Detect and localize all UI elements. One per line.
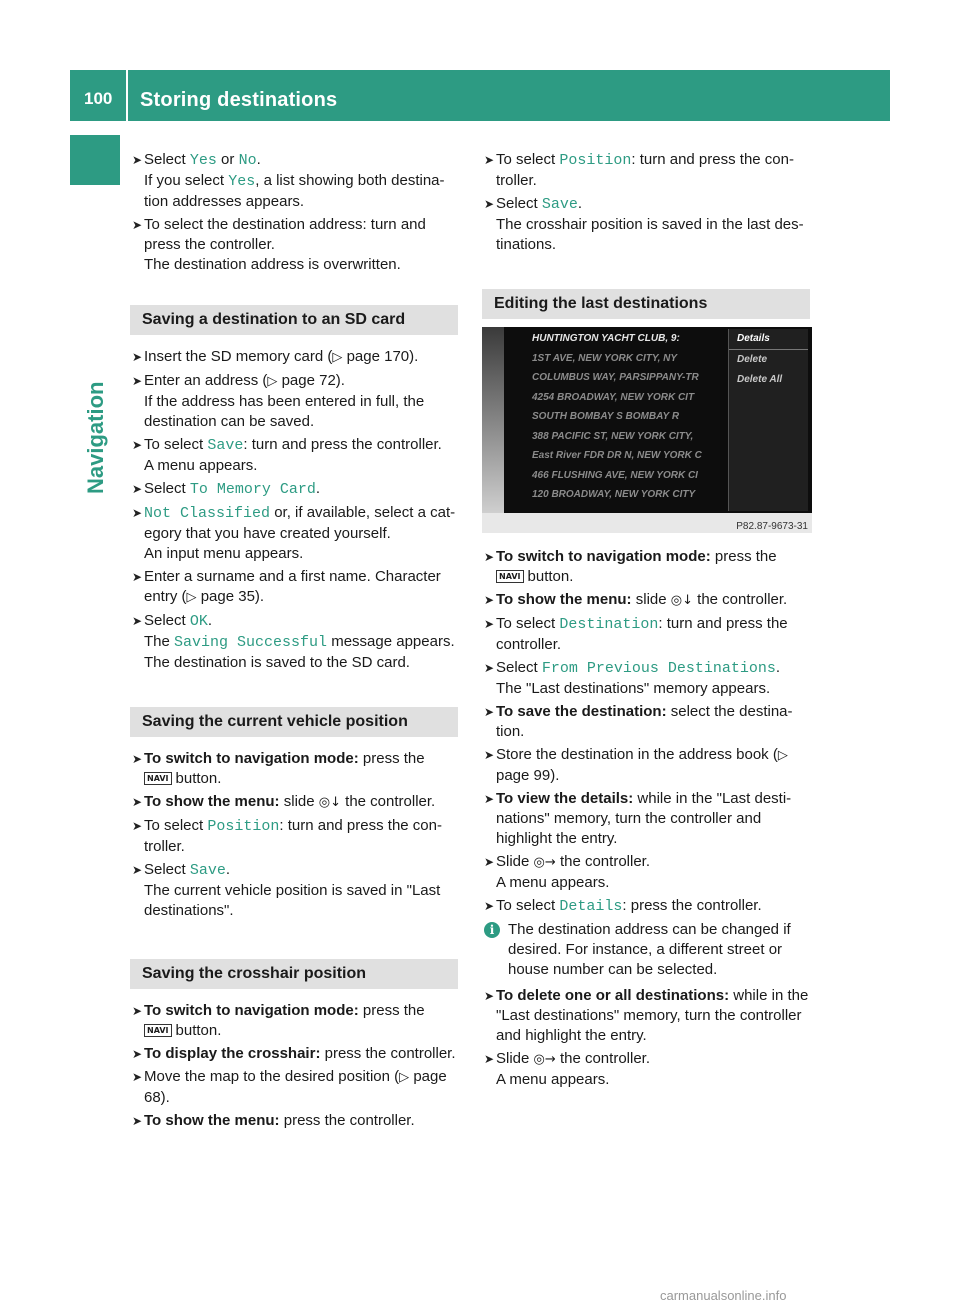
list-item: ➤ Enter a surname and a first name. Character entry (▷ page 35). — [132, 568, 441, 605]
info-note: i The destination address can be changed if desired. For instance, a different street or house number can be selected. — [484, 920, 812, 980]
list-item: ➤ To delete one or all destinations: while in the "Last destinations" memory, turn the controller and highlight the entry. — [484, 987, 809, 1044]
display-text: Saving Successful — [174, 634, 328, 651]
list-item: ➤ Slide ◎→ the controller. A menu appears. — [484, 1050, 650, 1088]
section-heading: Saving the current vehicle position — [130, 707, 458, 737]
info-icon: i — [484, 922, 500, 938]
step-arrow-icon: ➤ — [132, 1004, 143, 1018]
list-item: ➤ To select Save: turn and press the controller. A menu appears. — [132, 436, 442, 474]
section-tab — [70, 135, 120, 185]
controller-slide-down-icon: ◎↓ — [318, 795, 341, 810]
step-arrow-icon: ➤ — [484, 197, 495, 211]
list-item: ➤ Store the destination in the address book (▷ page 99). — [484, 746, 788, 784]
controller-slide-right-icon: ◎→ — [533, 855, 556, 870]
list-item: ➤ To switch to navigation mode: press the NAVI button. — [132, 750, 425, 787]
list-item: ➤ To show the menu: press the controller. — [132, 1112, 415, 1129]
controller-slide-right-icon: ◎→ — [533, 1052, 556, 1067]
list-item: East River FDR DR N, NEW YORK C — [532, 450, 702, 461]
list-item: HUNTINGTON YACHT CLUB, 9: — [532, 333, 680, 344]
list-item: ➤ Slide ◎→ the controller. A menu appears. — [484, 853, 650, 891]
step-arrow-icon: ➤ — [484, 855, 495, 869]
menu-item-delete: Delete — [737, 354, 768, 365]
menu-item-delete-all: Delete All — [737, 374, 783, 385]
list-item: ➤ To select Destination: turn and press the controller. — [484, 615, 788, 653]
list-item: ➤ To switch to navigation mode: press the NAVI button. — [484, 548, 777, 585]
step-arrow-icon: ➤ — [484, 661, 495, 675]
step-arrow-icon: ➤ — [132, 482, 143, 496]
step-arrow-icon: ➤ — [132, 795, 143, 809]
list-item: ➤ Select Save. The current vehicle position is saved in "Last destinations". — [132, 861, 441, 919]
section-label: Navigation — [83, 381, 108, 494]
page-ref-icon: ▷ — [186, 590, 197, 605]
page-title: Storing destinations — [140, 89, 338, 111]
step-arrow-icon: ➤ — [484, 989, 495, 1003]
step-arrow-icon: ➤ — [484, 748, 495, 762]
step-arrow-icon: ➤ — [132, 1114, 143, 1128]
step-arrow-icon: ➤ — [132, 1070, 143, 1084]
step-arrow-icon: ➤ — [484, 593, 495, 607]
step-arrow-icon: ➤ — [132, 863, 143, 877]
display-text: Yes — [189, 152, 217, 169]
list-item: 4254 BROADWAY, NEW YORK CIT — [532, 391, 695, 403]
list-item: ➤ Select From Previous Destinations. The "Last destinations" memory appears. — [484, 659, 781, 697]
list-item: ➤ Move the map to the desired position (▷ page 68). — [132, 1068, 447, 1106]
step-select-yes-no: ➤ Select Yes or No. If you select Yes, a list showing both destination addresses appears. — [132, 151, 445, 210]
step-arrow-icon: ➤ — [484, 705, 495, 719]
step-select-address: ➤ To select the destination address: turn and press the controller. The destination address is overwritten. — [132, 216, 426, 273]
page-number: 100 — [84, 89, 113, 108]
display-text: No — [238, 152, 257, 169]
step-arrow-icon: ➤ — [132, 1047, 143, 1061]
list-item: ➤ Select Save. The crosshair position is saved in the last destinations. — [484, 195, 804, 253]
step-arrow-icon: ➤ — [484, 617, 495, 631]
list-item: 388 PACIFIC ST, NEW YORK CITY, — [532, 430, 694, 442]
section-heading: Saving the crosshair position — [130, 959, 458, 989]
right-column — [484, 150, 812, 1093]
navi-button-icon: NAVI — [144, 1024, 172, 1037]
left-column — [132, 150, 460, 1134]
step-arrow-icon: ➤ — [132, 350, 143, 364]
display-text: Details — [559, 898, 623, 915]
step-arrow-icon: ➤ — [132, 153, 143, 167]
display-text: Save — [189, 862, 226, 879]
list-item: ➤ Enter an address (▷ page 72). If the address has been entered in full, the destination can be saved. — [132, 372, 425, 430]
display-text: To Memory Card — [189, 481, 316, 498]
display-text: Destination — [559, 616, 659, 633]
screen-menu — [728, 329, 808, 511]
page-ref-icon: ▷ — [267, 374, 278, 389]
list-item: ➤ Select OK. The Saving Successful message appears. The destination is saved to the SD card. — [132, 612, 455, 671]
list-item: ➤ To select Details: press the controller. — [484, 897, 762, 915]
step-arrow-icon: ➤ — [484, 1052, 495, 1066]
list-item: ➤ Insert the SD memory card (▷ page 170). — [132, 348, 419, 365]
page-ref-icon: ▷ — [332, 350, 343, 365]
page-ref-icon: ▷ — [399, 1070, 410, 1085]
step-arrow-icon: ➤ — [484, 899, 495, 913]
figure-caption-bar — [482, 513, 812, 533]
list-item: ➤ Select To Memory Card. — [132, 480, 321, 498]
list-item: 466 FLUSHING AVE, NEW YORK CI — [532, 469, 698, 481]
controller-slide-down-icon: ◎↓ — [670, 593, 693, 608]
destination-list — [506, 329, 724, 511]
display-text: Save — [207, 437, 244, 454]
list-item: ➤ To select Position: turn and press the controller. — [484, 151, 794, 189]
menu-item-details: Details — [729, 329, 808, 350]
display-screenshot — [482, 327, 812, 533]
step-arrow-icon: ➤ — [132, 506, 143, 520]
header-divider — [126, 70, 128, 121]
figure-reference: P82.87-9673-31 — [736, 521, 808, 532]
step-arrow-icon: ➤ — [132, 819, 143, 833]
navi-button-icon: NAVI — [496, 570, 524, 583]
list-item: ➤ To display the crosshair: press the controller. — [132, 1045, 456, 1062]
list-item: ➤ To save the destination: select the destination. — [484, 703, 793, 740]
step-arrow-icon: ➤ — [132, 218, 143, 232]
step-arrow-icon: ➤ — [484, 153, 495, 167]
section-heading: Editing the last destinations — [482, 289, 810, 319]
navi-button-icon: NAVI — [144, 772, 172, 785]
display-text: From Previous Destinations — [541, 660, 776, 677]
step-arrow-icon: ➤ — [132, 752, 143, 766]
section-heading: Saving a destination to an SD card — [130, 305, 458, 335]
list-item: 120 BROADWAY, NEW YORK CITY — [532, 489, 696, 500]
display-text: Not Classified — [144, 505, 271, 522]
back-button-icon — [482, 327, 504, 513]
list-item: ➤ To view the details: while in the "Last destinations" memory, turn the controller and highlight the entry. — [484, 790, 792, 847]
list-item: ➤ To switch to navigation mode: press the NAVI button. — [132, 1002, 425, 1039]
list-item: ➤ To select Position: turn and press the controller. — [132, 817, 442, 855]
list-item: 1ST AVE, NEW YORK CITY, NY — [532, 352, 678, 364]
list-item: COLUMBUS WAY, PARSIPPANY-TR — [532, 372, 699, 383]
display-text: Position — [559, 152, 632, 169]
step-arrow-icon: ➤ — [484, 550, 495, 564]
watermark: carmanualsonline.info — [660, 1288, 787, 1302]
list-item: ➤ To show the menu: slide ◎↓ the controller. — [484, 591, 788, 608]
display-text: OK — [189, 613, 208, 630]
display-text: Position — [207, 818, 280, 835]
list-item: SOUTH BOMBAY S BOMBAY R — [532, 411, 680, 422]
step-arrow-icon: ➤ — [132, 614, 143, 628]
step-arrow-icon: ➤ — [132, 374, 143, 388]
list-item: ➤ Not Classified or, if available, select a category that you have created yourself. An input menu appears. — [132, 504, 456, 562]
step-arrow-icon: ➤ — [484, 792, 495, 806]
display-text: Yes — [228, 173, 256, 190]
step-arrow-icon: ➤ — [132, 570, 143, 584]
step-arrow-icon: ➤ — [132, 438, 143, 452]
display-text: Save — [541, 196, 578, 213]
page-ref-icon: ▷ — [777, 748, 788, 763]
list-item: ➤ To show the menu: slide ◎↓ the controller. — [132, 793, 436, 810]
